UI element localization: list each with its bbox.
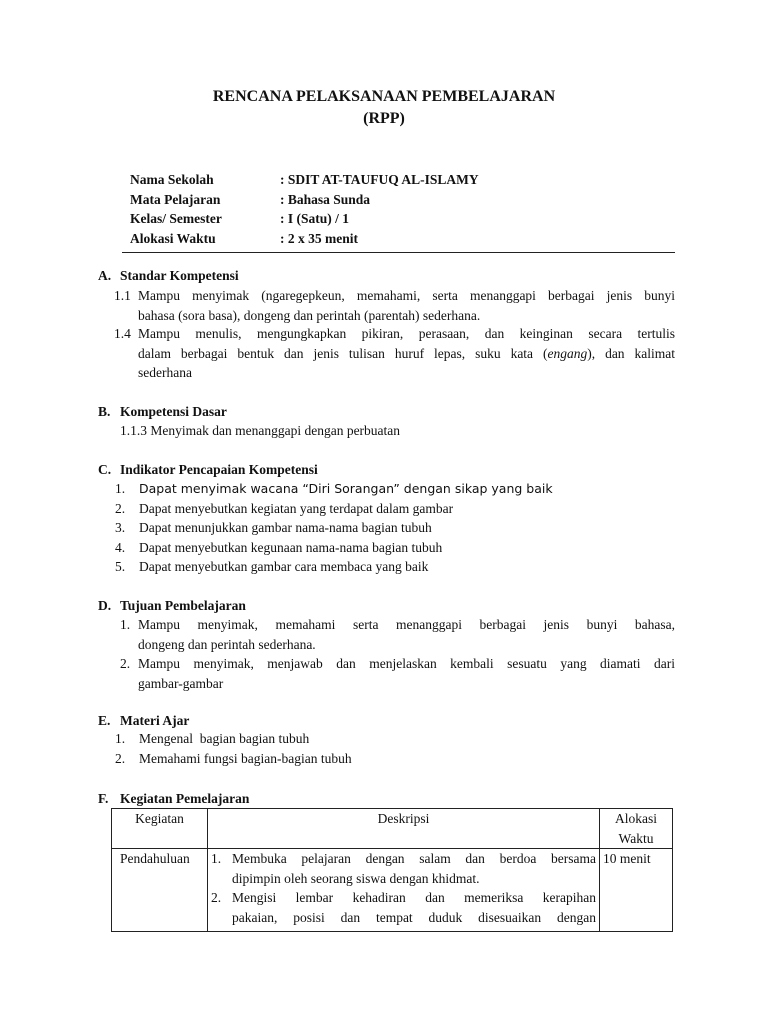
section-title: Standar Kompetensi [120,268,239,283]
section-letter: F. [98,791,109,806]
divider [122,252,675,253]
section-letter: D. [98,598,112,613]
section-letter: B. [98,404,111,419]
item-line: Mampu menulis, mengungkapkan pikiran, perasaan, dan keinginan secara tertulis [138,326,675,341]
identity-block [130,170,479,248]
section-a-heading [98,266,239,286]
standard-item-2 [114,324,675,383]
table-row [112,849,673,932]
info-label: Alokasi Waktu [130,230,216,246]
info-value: : Bahasa Sunda [280,191,371,207]
section-title: Kompetensi Dasar [120,404,227,419]
basic-competency-item: 1.1.3 Menyimak dan menanggapi dengan perbuatan [120,423,401,438]
list-item: 4. Dapat menyebutkan kegunaan nama-nama bagian tubuh [115,539,443,555]
item-line: dalam berbagai bentuk dan jenis tulisan huruf lepas, suku kata (engang), dan kalimat [138,345,675,361]
objective-item-2: 2. Mampu menyimak, menjawab dan menjelaskan kembali sesuatu yang diamati dari gambar-gambar [120,656,675,691]
list-item: 1. Mengenal bagian bagian tubuh [115,731,310,746]
document-title: RENCANA PELAKSANAAN PEMBELAJARAN [212,88,556,105]
table-header-row [112,809,673,849]
indicator-list [115,479,553,577]
activity-table [111,808,673,932]
section-letter: E. [98,713,111,728]
info-row-time [130,229,479,249]
list-item: 2. Dapat menyebutkan kegiatan yang terdapat dalam gambar [115,500,454,516]
section-title: Indikator Pencapaian Kompetensi [120,462,318,477]
list-item: 1. Dapat menyimak wacana “Diri Sorangan” dengan sikap yang baik [115,481,553,496]
info-label: Nama Sekolah [130,172,214,187]
section-title: Kegiatan Pemelajaran [120,791,250,806]
list-item: 3. Dapat menunjukkan gambar nama-nama bagian tubuh [115,520,432,535]
document-subtitle: (RPP) [363,110,405,127]
info-value: : I (Satu) / 1 [280,211,350,226]
cell-description [208,849,600,932]
section-e-heading [98,711,189,731]
header-cell-description: Deskripsi [208,809,600,849]
info-value: : 2 x 35 menit [280,230,358,246]
section-d-heading [98,596,246,616]
list-item: 2. Mengisi lembar kehadiran dan memeriksa kerapihan pakaian, posisi dan tempat duduk disesuaikan dengan [211,890,596,925]
standard-item-1 [114,286,675,325]
section-c-heading [98,460,318,480]
item-number: 1.4 [114,326,131,341]
list-item: 5. Dapat menyebutkan gambar cara membaca yang baik [115,559,429,574]
list-item: 1. Membuka pelajaran dengan salam dan berdoa bersama dipimpin oleh seorang siswa dengan khidmat. [211,851,596,886]
info-row-subject [130,190,479,210]
section-title: Tujuan Pembelajaran [120,598,246,613]
section-b-heading [98,402,227,422]
info-row-class [130,209,479,229]
section-letter: C. [98,462,112,477]
info-row-school [130,170,479,190]
section-letter: A. [98,268,112,283]
header-cell-time: Alokasi Waktu [600,809,673,849]
cell-activity: Pendahuluan [112,849,208,932]
italic-term: engang [547,345,588,361]
list-item: 2. Memahami fungsi bagian-bagian tubuh [115,750,352,766]
objective-item-1: 1. Mampu menyimak, memahami serta menanggapi berbagai jenis bunyi bahasa, dongeng dan perintah sederhana. [120,617,675,652]
item-number: 1.1 [114,288,131,303]
info-value: : SDIT AT-TAUFUQ AL-ISLAMY [280,172,479,187]
section-title: Materi Ajar [120,713,190,728]
item-line: sederhana [138,365,192,380]
header-cell-activity: Kegiatan [112,809,208,849]
section-f-heading [98,789,249,809]
cell-time: 10 menit [600,849,673,932]
item-line: bahasa (sora basa), dongeng dan perintah (parentah) sederhana. [138,307,481,323]
info-label: Mata Pelajaran [130,191,221,207]
material-list [115,729,352,768]
item-line: Mampu menyimak (ngaregepkeun, memahami, serta menanggapi berbagai jenis bunyi [138,288,675,303]
info-label: Kelas/ Semester [130,211,222,226]
